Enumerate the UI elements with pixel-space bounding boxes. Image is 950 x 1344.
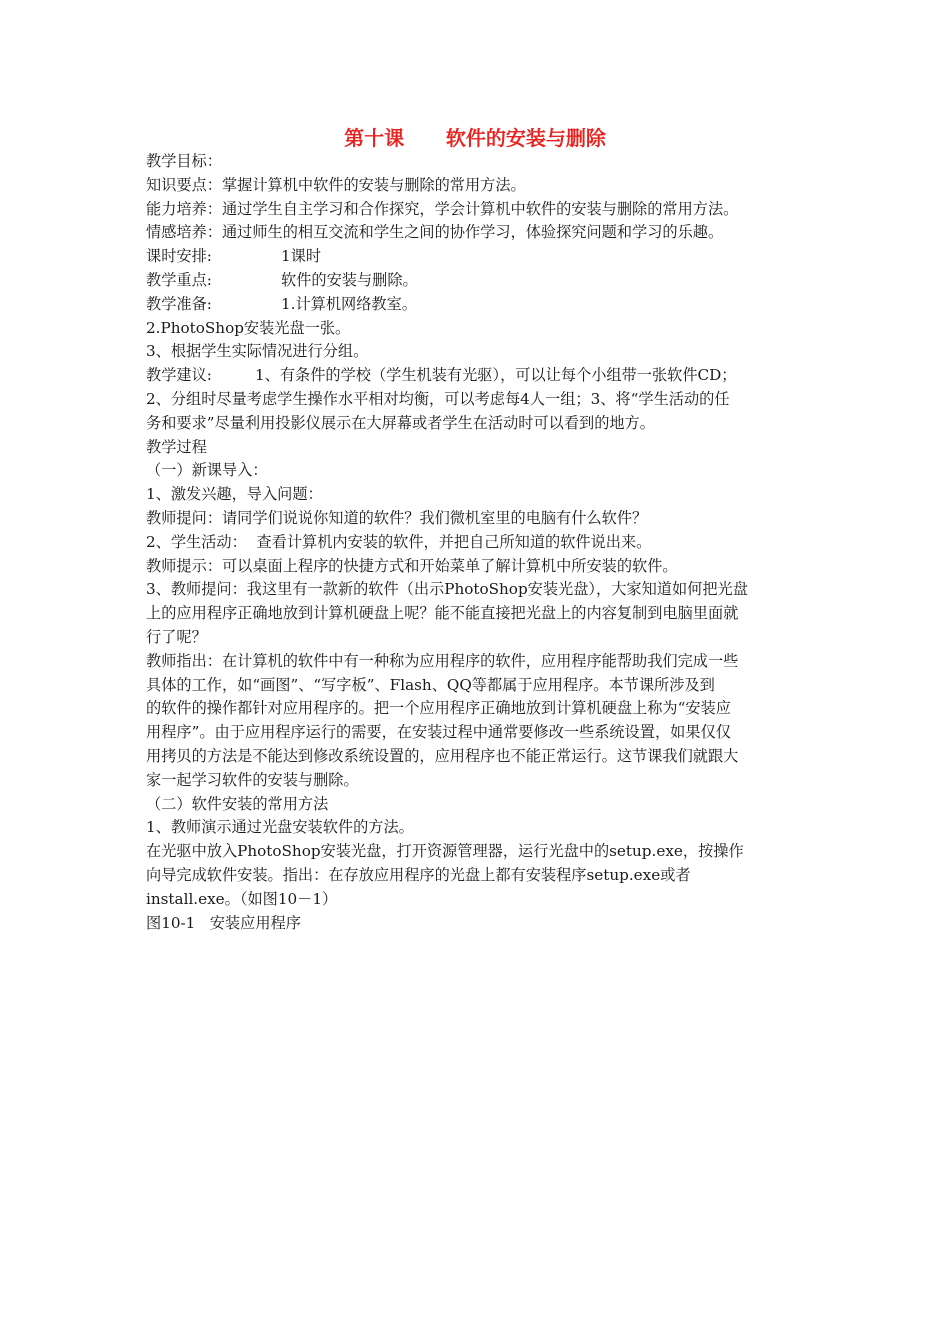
schedule-prep-label: 教学准备: — [146, 294, 212, 313]
paragraph-line: 上的应用程序正确地放到计算机硬盘上呢？能不能直接把光盘上的内容复制到电脑里面就 — [146, 604, 739, 623]
paragraph-line: install.exe。（如图10－1） — [146, 889, 338, 908]
schedule-focus-label: 教学重点: — [146, 270, 212, 289]
schedule-advice-label: 教学建议: — [146, 366, 212, 385]
paragraph-line: 教师提示：可以桌面上程序的快捷方式和开始菜单了解计算机中所安装的软件。 — [146, 556, 678, 575]
schedule-focus-value: 软件的安装与删除。 — [281, 270, 418, 289]
paragraph-line: 2、分组时尽量考虑学生操作水平相对均衡，可以考虑每4人一组；3、将“学生活动的任 — [146, 389, 730, 408]
paragraph-line: 教师提问：请同学们说说你知道的软件？我们微机室里的电脑有什么软件？ — [146, 508, 648, 527]
paragraph-line: 教师指出：在计算机的软件中有一种称为应用程序的软件，应用程序能帮助我们完成一些 — [146, 651, 739, 670]
schedule-prep-value: 1.计算机网络教室。 — [281, 294, 417, 313]
paragraph-line: 2、学生活动： 查看计算机内安装的软件，并把自己所知道的软件说出来。 — [146, 532, 652, 551]
paragraph-line: 用拷贝的方法是不能达到修改系统设置的，应用程序也不能正常运行。这节课我们就跟大 — [146, 746, 739, 765]
paragraph-line: 1、激发兴趣，导入问题： — [146, 485, 323, 504]
paragraph-line: 情感培养：通过师生的相互交流和学生之间的协作学习，体验探究问题和学习的乐趣。 — [146, 223, 724, 242]
page-title: 第十课 软件的安装与删除 — [344, 126, 606, 150]
paragraph-line: 务和要求”尽量利用投影仪展示在大屏幕或者学生在活动时可以看到的地方。 — [146, 413, 655, 432]
schedule-hours-row — [146, 245, 806, 269]
paragraph-line: （二）软件安装的常用方法 — [146, 794, 329, 813]
paragraph-line: 具体的工作，如“画图”、“写字板”、Flash、QQ等都属于应用程序。本节课所涉及到 — [146, 675, 715, 694]
paragraph-line: 1、教师演示通过光盘安装软件的方法。 — [146, 818, 414, 837]
paragraph-line: 在光驱中放入PhotoShop安装光盘，打开资源管理器，运行光盘中的setup.exe，按操作 — [146, 842, 744, 861]
schedule-advice-row — [146, 364, 806, 388]
document-body — [146, 150, 806, 935]
paragraph-line: 能力培养：通过学生自主学习和合作探究，学会计算机中软件的安装与删除的常用方法。 — [146, 199, 739, 218]
paragraph-line: 知识要点：掌握计算机中软件的安装与删除的常用方法。 — [146, 175, 526, 194]
schedule-prep-row — [146, 293, 806, 317]
paragraph-line: 向导完成软件安装。指出：在存放应用程序的光盘上都有安装程序setup.exe或者 — [146, 865, 691, 884]
paragraph-line: 家一起学习软件的安装与删除。 — [146, 770, 359, 789]
schedule-focus-row — [146, 269, 806, 293]
paragraph-line: （一）新课导入： — [146, 461, 268, 480]
schedule-advice-value: 1、有条件的学校（学生机装有光驱），可以让每个小组带一张软件CD； — [255, 366, 737, 385]
paragraph-line: 用程序”。由于应用程序运行的需要，在安装过程中通常要修改一些系统设置，如果仅仅 — [146, 723, 731, 742]
paragraph-line: 行了呢？ — [146, 627, 207, 646]
schedule-hours-value: 1课时 — [281, 247, 322, 266]
paragraph-line: 3、根据学生实际情况进行分组。 — [146, 342, 369, 361]
paragraph-line: 2.PhotoShop安装光盘一张。 — [146, 318, 351, 337]
paragraph-line: 教学过程 — [146, 437, 207, 456]
paragraph-line: 教学目标： — [146, 152, 222, 170]
figure-caption: 图10-1 安装应用程序 — [146, 913, 301, 932]
schedule-hours-label: 课时安排: — [146, 247, 212, 266]
paragraph-line: 3、教师提问：我这里有一款新的软件（出示PhotoShop安装光盘），大家知道如何把光盘 — [146, 580, 748, 599]
paragraph-line: 的软件的操作都针对应用程序的。把一个应用程序正确地放到计算机硬盘上称为“安装应 — [146, 699, 731, 718]
